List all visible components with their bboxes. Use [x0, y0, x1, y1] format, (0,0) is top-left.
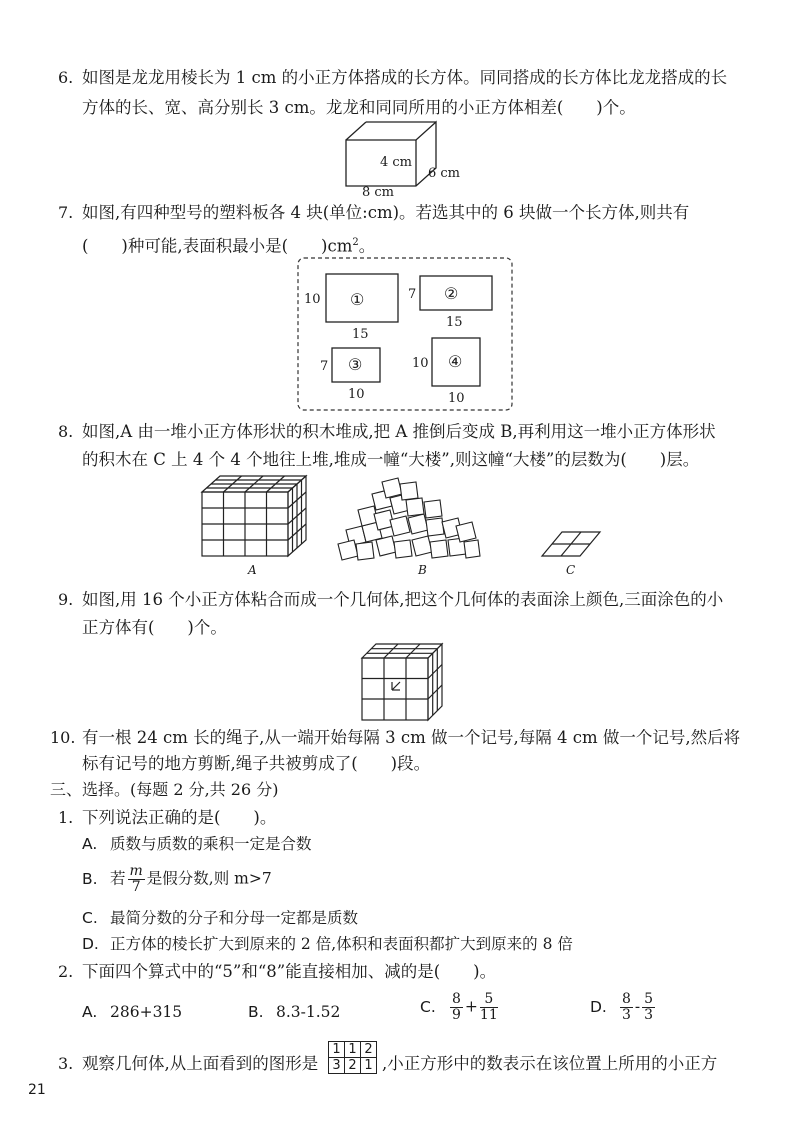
c2-c-d2: 11	[479, 1007, 498, 1023]
c3-grid-cell: 1	[361, 1058, 377, 1074]
c1-d-letter: D.	[82, 935, 99, 953]
c2-b-text: 8.3-1.52	[276, 1003, 341, 1021]
c2-a-letter: A.	[82, 1003, 98, 1021]
q8-label-b: B	[418, 563, 427, 577]
q6-cuboid-figure	[338, 118, 498, 198]
q8-blocks-figure	[196, 470, 616, 580]
c3-grid-cell: 2	[345, 1058, 361, 1074]
board3-side: 7	[320, 359, 329, 374]
c1-number: 1.	[58, 808, 74, 827]
c1-b-den: 7	[131, 879, 141, 895]
q7-boards-figure	[296, 256, 516, 412]
c1-c-text: 最简分数的分子和分母一定都是质数	[110, 909, 359, 927]
q8-line2: 的积木在 C 上 4 个 4 个地往上堆,堆成一幢“大楼”,则这幢“大楼”的层数为( )层。	[82, 450, 700, 469]
q7-line1: 如图,有四种型号的塑料板各 4 块(单位:cm)。若选其中的 6 块做一个长方体,则共有	[82, 203, 690, 222]
c3-post: ,小正方形中的数表示在该位置上所用的小正方	[382, 1054, 718, 1073]
q8-label-a: A	[248, 563, 257, 577]
c2-d-n1: 8	[622, 991, 631, 1007]
section3-title: 三、选择。(每题 2 分,共 26 分)	[50, 780, 279, 799]
q10-line1: 有一根 24 cm 长的绳子,从一端开始每隔 3 cm 做一个记号,每隔 4 cm 做一个记号,然后将	[82, 728, 741, 747]
c1-b-post: 是假分数,则 m>7	[146, 869, 272, 888]
board3-bottom: 10	[348, 387, 365, 402]
q7-line2	[82, 231, 375, 259]
q8-line1: 如图,A 由一堆小正方体形状的积木堆成,把 A 推倒后变成 B,再利用这一堆小正方体形状	[82, 422, 716, 441]
c2-d-letter: D.	[590, 997, 607, 1016]
c2-a-text: 286+315	[110, 1003, 183, 1021]
c2-option-d	[590, 992, 657, 1023]
c2-c-frac1	[450, 992, 463, 1023]
c3-grid-cell: 1	[345, 1042, 361, 1058]
c2-d-d2: 3	[644, 1007, 654, 1023]
c2-d-d1: 3	[622, 1007, 631, 1023]
c2-c-letter: C.	[420, 997, 436, 1016]
q6-width-label: 6 cm	[428, 166, 461, 181]
q9-line2: 正方体有( )个。	[82, 618, 227, 637]
c1-b-letter: B.	[82, 869, 98, 888]
c1-stem: 下列说法正确的是( )。	[82, 808, 277, 827]
q6-number: 6.	[58, 68, 74, 87]
board4-label: ④	[448, 352, 463, 371]
c2-option-b	[248, 1000, 340, 1024]
board1-side: 10	[304, 292, 321, 307]
board4-bottom: 10	[448, 391, 465, 406]
c3-pre: 观察几何体,从上面看到的图形是	[82, 1054, 319, 1073]
board3-label: ③	[348, 355, 363, 374]
q7-number: 7.	[58, 203, 74, 222]
c3-grid-cell: 3	[329, 1058, 345, 1074]
q10-line2: 标有记号的地方剪断,绳子共被剪成了( )段。	[82, 754, 431, 773]
c1-option-d	[82, 932, 573, 956]
q6-height-label: 4 cm	[380, 155, 413, 170]
c2-b-letter: B.	[248, 1003, 264, 1021]
q6-length-label: 8 cm	[362, 185, 395, 198]
c2-option-c	[420, 992, 500, 1023]
c1-b-fraction	[128, 864, 145, 895]
q7-line2-text: ( )种可能,表面积最小是( )cm	[82, 236, 353, 256]
q10-number: 10.	[50, 728, 76, 747]
c1-b-num: m	[129, 863, 143, 879]
c1-b-pre: 若	[110, 869, 126, 888]
c2-c-op: +	[464, 997, 478, 1016]
q8-number: 8.	[58, 422, 74, 441]
board2-side: 7	[408, 287, 417, 302]
page-number: 21	[28, 1082, 46, 1098]
c2-d-frac2	[642, 992, 655, 1023]
c3-grid-cell: 2	[361, 1042, 377, 1058]
q7-line2-sup: 2	[352, 237, 359, 248]
c3-number: 3.	[58, 1054, 74, 1073]
c1-d-text: 正方体的棱长扩大到原来的 2 倍,体积和表面积都扩大到原来的 8 倍	[110, 935, 573, 953]
q8-label-c: C	[566, 563, 576, 577]
board2-label: ②	[444, 284, 459, 303]
q6-line2: 方体的长、宽、高分别长 3 cm。龙龙和同同所用的小正方体相差( )个。	[82, 98, 636, 117]
c1-option-a	[82, 832, 312, 856]
board2-bottom: 15	[446, 315, 463, 330]
c2-stem: 下面四个算式中的“5”和“8”能直接相加、减的是( )。	[82, 962, 497, 981]
c3-grid-cell: 1	[329, 1042, 345, 1058]
c2-d-op: -	[634, 997, 641, 1016]
c1-a-text: 质数与质数的乘积一定是合数	[110, 835, 312, 853]
board1-bottom: 15	[352, 327, 369, 342]
c2-number: 2.	[58, 962, 74, 981]
c1-option-c	[82, 906, 358, 930]
c2-c-d1: 9	[452, 1007, 461, 1023]
q6-line1: 如图是龙龙用棱长为 1 cm 的小正方体搭成的长方体。同同搭成的长方体比龙龙搭成的长	[82, 68, 728, 87]
c2-c-n1: 8	[452, 991, 461, 1007]
c3-grid-row	[329, 1042, 377, 1058]
c3-top-view-grid	[328, 1041, 377, 1074]
c3-grid-row	[329, 1058, 377, 1074]
c1-c-letter: C.	[82, 909, 98, 927]
q9-number: 9.	[58, 590, 74, 609]
q9-solid-figure	[356, 638, 456, 724]
c2-d-frac1	[620, 992, 633, 1023]
c2-c-frac2	[480, 992, 498, 1023]
c2-c-n2: 5	[480, 992, 498, 1008]
board1-label: ①	[350, 290, 365, 309]
c1-a-letter: A.	[82, 835, 98, 853]
q7-line2-end: 。	[358, 236, 376, 256]
c2-option-a	[82, 1000, 182, 1024]
c2-d-n2: 5	[644, 991, 654, 1007]
board4-side: 10	[412, 356, 429, 371]
q9-line1: 如图,用 16 个小正方体粘合而成一个几何体,把这个几何体的表面涂上颜色,三面涂色的小	[82, 590, 724, 609]
c1-option-b	[82, 864, 272, 895]
